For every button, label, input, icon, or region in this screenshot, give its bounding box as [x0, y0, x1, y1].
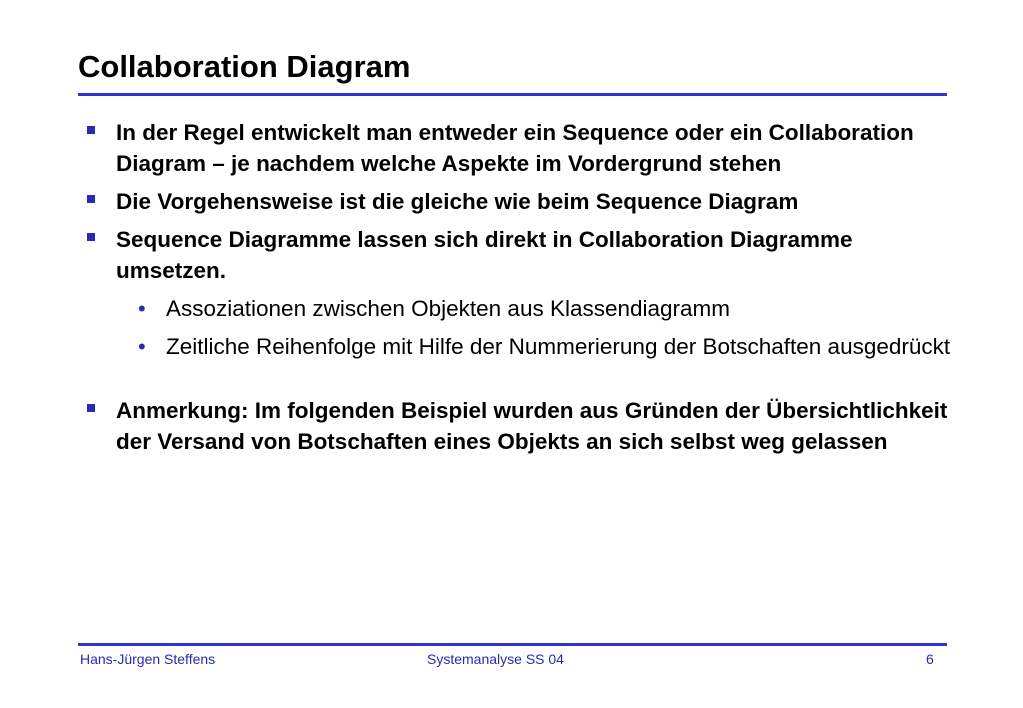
title-divider [78, 93, 947, 96]
bullet-text: In der Regel entwickelt man entweder ein Sequence oder ein Collaboration Diagram – je nachdem welche Aspekte im Vordergrund stehen [116, 120, 914, 176]
spacer [78, 369, 958, 395]
bullet-item [78, 186, 958, 217]
bullet-text: Die Vorgehensweise ist die gleiche wie beim Sequence Diagram [116, 189, 799, 214]
footer-author: Hans-Jürgen Steffens [80, 651, 216, 667]
page-number: 6 [926, 651, 934, 667]
square-bullet-icon [87, 233, 95, 241]
dot-bullet-icon: • [138, 296, 146, 321]
bullet-item [78, 224, 958, 286]
sub-bullet-text: Zeitliche Reihenfolge mit Hilfe der Nummerierung der Botschaften ausgedrückt [166, 334, 951, 359]
footer-divider [78, 643, 947, 646]
sub-bullet-item [78, 331, 958, 362]
bullet-text: Anmerkung: Im folgenden Beispiel wurden aus Gründen der Übersichtlichkeit der Versand von Botschaften eines Objekts an sich selbst weg gelassen [116, 398, 948, 454]
slide-title: Collaboration Diagram [78, 49, 411, 84]
square-bullet-icon [87, 126, 95, 134]
bullet-item [78, 395, 958, 457]
footer-course: Systemanalyse SS 04 [427, 651, 564, 667]
slide-content [78, 117, 958, 464]
square-bullet-icon [87, 404, 95, 412]
square-bullet-icon [87, 195, 95, 203]
sub-bullet-item [78, 293, 958, 324]
dot-bullet-icon: • [138, 334, 146, 359]
bullet-text: Sequence Diagramme lassen sich direkt in Collaboration Diagramme umsetzen. [116, 227, 853, 283]
sub-bullet-text: Assoziationen zwischen Objekten aus Klassendiagramm [166, 296, 731, 321]
bullet-item [78, 117, 958, 179]
